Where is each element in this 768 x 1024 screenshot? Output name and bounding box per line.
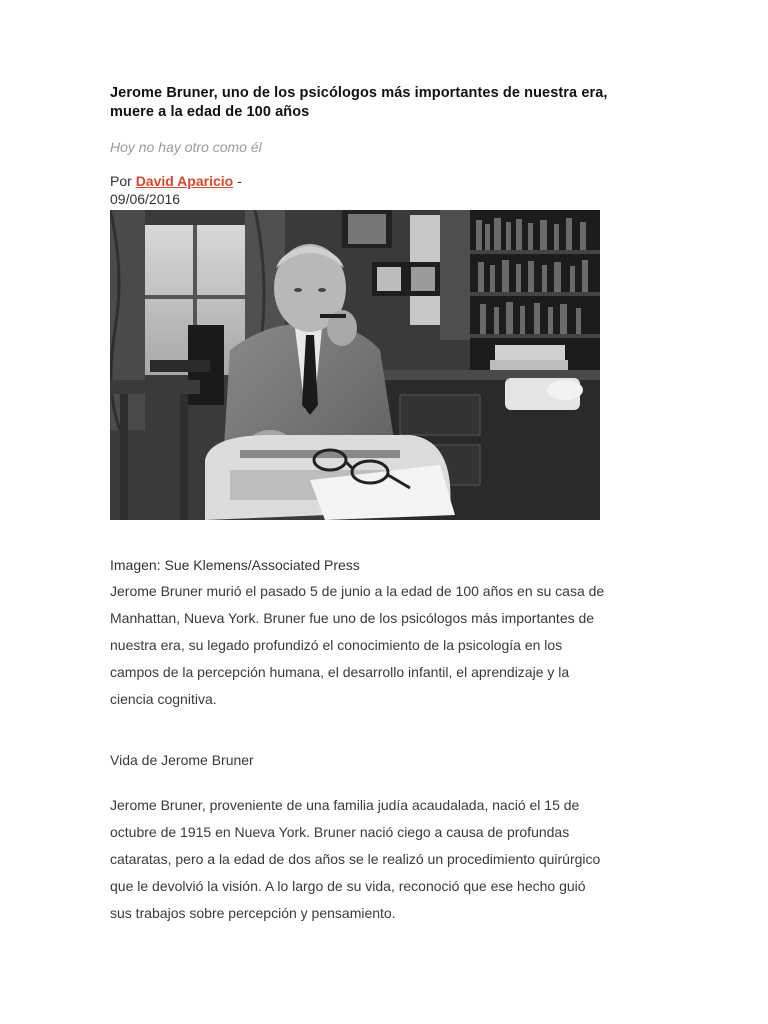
headline-line: Jerome Bruner, uno de los psicólogos más importantes de nuestra era, — [110, 85, 608, 101]
article-paragraph — [110, 792, 670, 927]
paragraph-line: Manhattan, Nueva York. Bruner fue uno de los psicólogos más importantes de — [110, 610, 595, 626]
paragraph-line: Jerome Bruner murió el pasado 5 de junio a la edad de 100 años en su casa de — [110, 583, 605, 599]
article-headline — [110, 84, 670, 122]
byline-separator: - — [233, 173, 242, 189]
headline-line: muere a la edad de 100 años — [110, 104, 310, 120]
paragraph-line: octubre de 1915 en Nueva York. Bruner nació ciego a causa de profundas — [110, 824, 570, 840]
article — [110, 84, 670, 927]
byline — [110, 172, 670, 208]
paragraph-line: campos de la percepción humana, el desarrollo infantil, el aprendizaje y la — [110, 664, 570, 680]
paragraph-line: Jerome Bruner, proveniente de una familia judía acaudalada, nació el 15 de — [110, 797, 580, 813]
paragraph-line: que le devolvió la visión. A lo largo de su vida, reconoció que ese hecho guió — [110, 878, 586, 894]
image-caption: Imagen: Sue Klemens/Associated Press — [110, 557, 360, 573]
paragraph-line: nuestra era, su legado profundizó el conocimiento de la psicología en los — [110, 637, 563, 653]
article-photo — [110, 210, 600, 520]
publish-date: 09/06/2016 — [110, 191, 181, 207]
article-paragraph — [110, 578, 670, 713]
author-link[interactable]: David Aparicio — [135, 173, 234, 189]
article-subtitle: Hoy no hay otro como él — [110, 139, 262, 155]
byline-prefix: Por — [110, 173, 136, 189]
paragraph-line: sus trabajos sobre percepción y pensamiento. — [110, 905, 396, 921]
section-heading: Vida de Jerome Bruner — [110, 752, 254, 768]
paragraph-line: ciencia cognitiva. — [110, 691, 217, 707]
paragraph-line: cataratas, pero a la edad de dos años se le realizó un procedimiento quirúrgico — [110, 851, 601, 867]
